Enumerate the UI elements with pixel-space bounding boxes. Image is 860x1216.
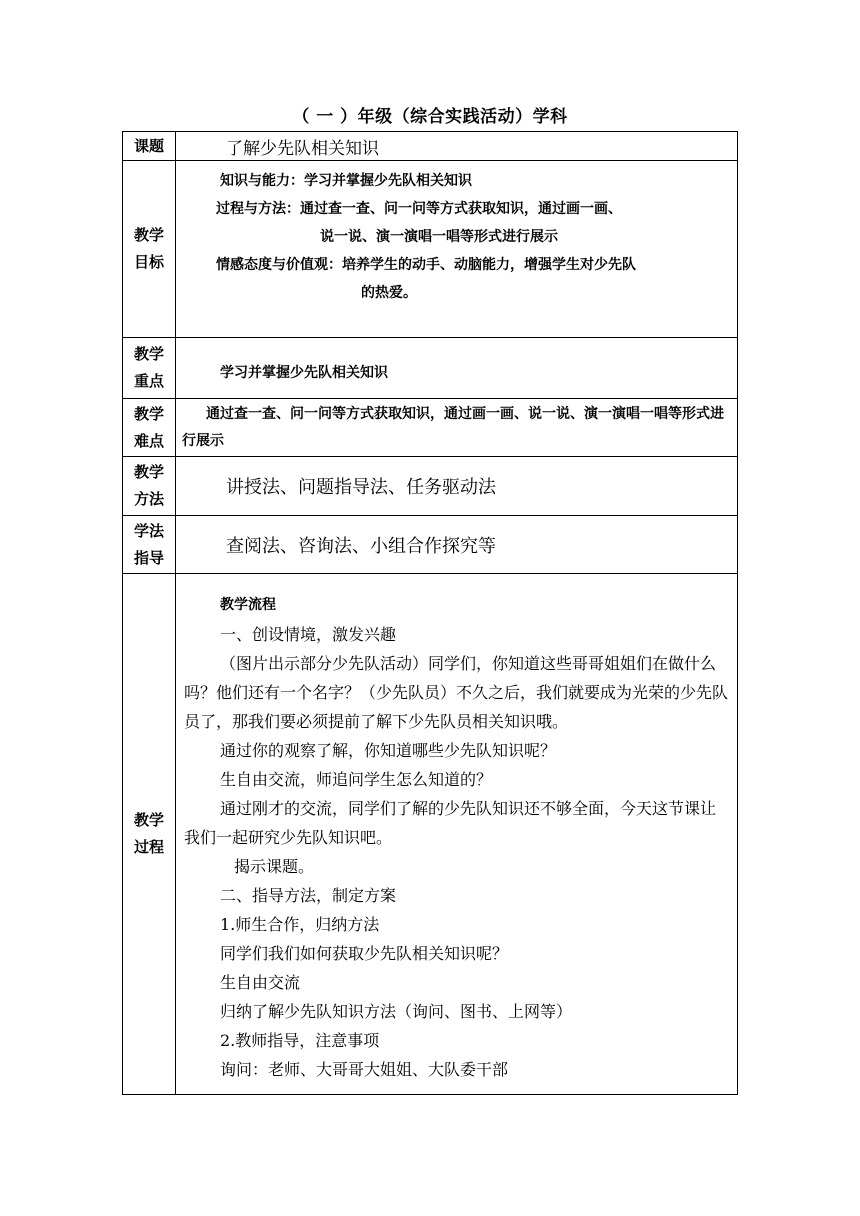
cell-topic [176, 132, 738, 161]
label-method: 教学 方法 [123, 457, 176, 516]
cell-process [176, 574, 738, 1095]
key-point-value: 学习并掌握少先队相关知识 [220, 365, 388, 381]
cell-method [176, 457, 738, 516]
study-guide-value: 查阅法、咨询法、小组合作探究等 [226, 535, 496, 557]
process-paragraph: 通过刚才的交流，同学们了解的少先队知识还不够全面，今天这节课让我们一起研究少先队知识吧。 [184, 798, 717, 847]
section-2-title: 二、指导方法，制定方案 [220, 885, 397, 905]
goal-process-line2: 说一说、演一演唱一唱等形式进行展示 [320, 229, 558, 245]
label-study-guide: 学法 指导 [123, 516, 176, 574]
section-1-title: 一、创设情境，激发兴趣 [220, 624, 397, 644]
label-process: 教学 过程 [123, 574, 176, 1095]
method-value: 讲授法、问题指导法、任务驱动法 [226, 477, 496, 498]
goal-process-line1: 过程与方法：通过查一查、问一问等方式获取知识，通过画一画、 [216, 201, 622, 217]
process-paragraph: 通过你的观察了解，你知道哪些少先队知识呢？ [220, 740, 557, 760]
subsection-2-2: 2.教师指导，注意事项 [220, 1030, 380, 1050]
cell-goals [176, 161, 738, 338]
difficulty-value: 通过查一查、问一问等方式获取知识，通过画一画、说一说、演一演唱一唱等形式进行展示 [182, 405, 724, 449]
row-key-point [123, 338, 738, 399]
cell-key-point [176, 338, 738, 399]
process-paragraph: 同学们我们如何获取少先队相关知识呢？ [220, 943, 509, 963]
row-topic [123, 132, 738, 161]
row-goals [123, 161, 738, 338]
row-process [123, 574, 738, 1095]
document-title: （ 一 ）年级（综合实践活动）学科 [292, 107, 568, 127]
process-paragraph: 揭示课题。 [234, 856, 315, 876]
process-paragraph: （图片出示部分少先队活动）同学们，你知道这些哥哥姐姐们在做什么吗？他们还有一个名字？（少先队员）不久之后，我们就要成为光荣的少先队员了，那我们要必须提前了解下少先队员相关知识哦。 [184, 653, 729, 731]
cell-study-guide [176, 516, 738, 574]
goal-emotion-line1: 情感态度与价值观：培养学生的动手、动脑能力，增强学生对少先队 [216, 257, 636, 273]
process-paragraph: 生自由交流 [220, 972, 301, 992]
row-difficulty [123, 399, 738, 457]
row-study-guide [123, 516, 738, 574]
label-difficulty: 教学 难点 [123, 399, 176, 457]
process-paragraph: 归纳了解少先队知识方法（询问、图书、上网等） [220, 1001, 573, 1021]
goal-knowledge: 知识与能力：学习并掌握少先队相关知识 [220, 173, 472, 189]
lesson-plan-table [122, 131, 738, 1095]
goal-emotion-line2: 的热爱。 [361, 285, 417, 301]
topic-value: 了解少先队相关知识 [226, 138, 379, 159]
row-method [123, 457, 738, 516]
process-heading: 教学流程 [220, 596, 276, 613]
label-key-point: 教学 重点 [123, 338, 176, 399]
label-goals: 教学 目标 [123, 161, 176, 338]
label-topic: 课题 [123, 132, 176, 161]
cell-difficulty [176, 399, 738, 457]
process-paragraph: 生自由交流，师追问学生怎么知道的？ [220, 769, 493, 789]
subsection-2-1: 1.师生合作，归纳方法 [220, 914, 380, 934]
process-paragraph: 询问：老师、大哥哥大姐姐、大队委干部 [220, 1059, 509, 1079]
